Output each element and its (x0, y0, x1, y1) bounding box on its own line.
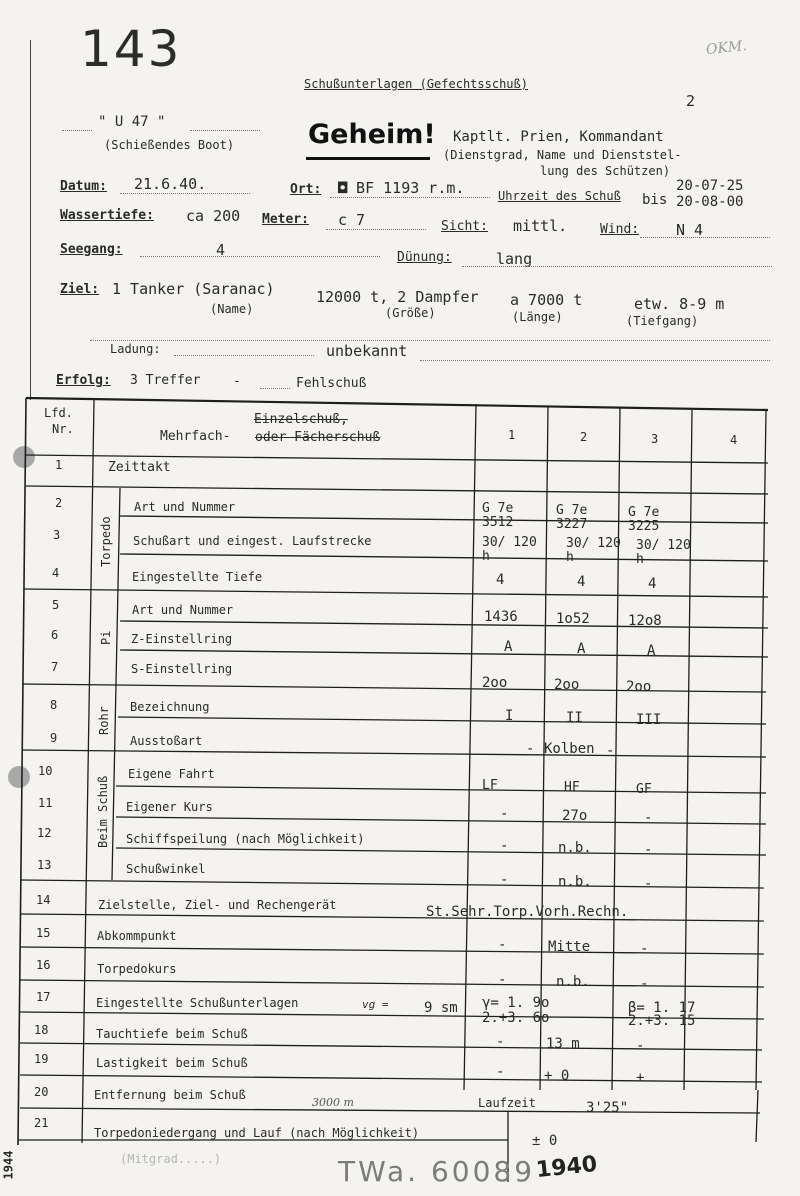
duenung-value: lang (496, 250, 533, 268)
ziel-tiefgang-caption: (Tiefgang) (626, 314, 699, 328)
row-label: Schiffspeilung (nach Möglichkeit) (126, 832, 365, 846)
row-label: Schußart und eingest. Laufstrecke (133, 534, 372, 548)
erfolg-dash: - (233, 374, 241, 389)
ziel-value: 1 Tanker (Saranac) (112, 280, 275, 298)
group-torpedo: Torpedo (99, 516, 113, 567)
row-nr: 18 (34, 1023, 49, 1037)
cell-1: - (500, 806, 509, 822)
row-label: Lastigkeit beim Schuß (96, 1056, 248, 1070)
cell-3: 4 (648, 576, 657, 592)
cell-1: 30/ 120 h (482, 535, 537, 564)
wind-value: N 4 (676, 221, 704, 239)
commander-caption-2: lung des Schützen) (540, 164, 671, 178)
cell-1: LF (482, 778, 498, 793)
archive-stamp: TWa. 60089 (338, 1155, 536, 1188)
cell-1: ± 0 (532, 1133, 558, 1149)
col-3: 3 (651, 432, 659, 446)
cell-2: 1o52 (556, 611, 590, 627)
ziel-groesse: 12000 t, 2 Dampfer (316, 288, 479, 306)
row-label: Z-Einstellring (131, 632, 233, 646)
row-nr: 12 (37, 826, 52, 840)
cell-1: - (496, 1034, 505, 1050)
cell-2: HF (564, 780, 580, 795)
cell-2: n.b. (556, 974, 590, 990)
cell-1: 4 (496, 572, 505, 588)
cell-3: - (644, 810, 653, 826)
cell-3: - (606, 743, 615, 759)
row-label: Zeittakt (108, 460, 171, 475)
cell-2: 13 m (546, 1036, 580, 1052)
erfolg-label: Erfolg: (56, 373, 111, 388)
cell-2: Mitte (548, 939, 591, 955)
sicht-value: mittl. (513, 217, 568, 235)
wassertiefe-label: Wassertiefe: (60, 208, 154, 223)
boat-caption: (Schießendes Boot) (104, 138, 235, 152)
row-label: Eingestellte Schußunterlagen (96, 996, 299, 1010)
cell-1: - (498, 972, 507, 988)
cell-1: - (500, 872, 509, 888)
commander: Kaptlt. Prien, Kommandant (453, 129, 664, 145)
cell-2: G 7e 3227 (556, 503, 588, 532)
row-nr: 4 (52, 566, 60, 580)
duenung-label: Dünung: (397, 250, 452, 265)
cell-3: III (636, 712, 662, 728)
col-mehrfach: Mehrfach- (160, 429, 231, 444)
row-nr: 13 (37, 858, 52, 872)
group-pi: Pi (99, 630, 113, 645)
cell-1: - (500, 838, 509, 854)
datum-label: Datum: (60, 179, 107, 194)
erfolg-fehlschuss: Fehlschuß (296, 376, 367, 391)
col-facher: oder Fächerschuß (255, 430, 381, 445)
uhrzeit-value-1: 20-07-25 (676, 178, 744, 194)
ziel-name-caption: (Name) (210, 302, 254, 316)
ladung-label: Ladung: (110, 342, 161, 356)
row-label: Eingestellte Tiefe (132, 570, 263, 584)
group-rohr: Rohr (97, 706, 111, 735)
row-label: S-Einstellring (131, 662, 233, 676)
uhrzeit-value-2: 20-08-00 (676, 194, 744, 210)
cell-2: 30/ 120 h (566, 536, 621, 565)
ziel-groesse-caption: (Größe) (385, 306, 436, 320)
row-nr: 20 (34, 1085, 49, 1099)
cell-1: I (505, 708, 514, 724)
vg-symbol: vg = (362, 998, 389, 1011)
commander-caption-1: (Dienstgrad, Name und Dienststel- (443, 148, 682, 162)
ziel-laenge: a 7000 t (510, 291, 583, 309)
cell-2: Kolben (544, 741, 595, 757)
wassertiefe-value: ca 200 (186, 207, 241, 225)
row-nr: 8 (50, 698, 58, 712)
cell-3: 3'25" (586, 1100, 629, 1116)
row-nr: 6 (51, 628, 59, 642)
cell-2: 2oo (554, 677, 580, 693)
col-4: 4 (730, 433, 738, 447)
cell-2: Laufzeit (478, 1096, 536, 1110)
cell-1: 1436 (484, 609, 518, 625)
cell-1: St.Sehr.Torp.Vorh.Rechn. (426, 904, 629, 920)
cell-2: n.b. (558, 840, 592, 856)
cell-3: GF (636, 782, 652, 797)
year-stamp: 1940 (534, 1151, 599, 1184)
ort-label: Ort: (290, 182, 322, 197)
cell-1: 2oo (482, 675, 508, 691)
seegang-label: Seegang: (60, 242, 123, 257)
col-2: 2 (580, 430, 588, 444)
cell-2: + 0 (544, 1068, 570, 1084)
cell-3: 2oo (626, 679, 652, 695)
sicht-label: Sicht: (441, 219, 488, 234)
row-nr: 1 (55, 458, 63, 472)
meter-value: c 7 (338, 211, 366, 229)
ziel-label: Ziel: (60, 282, 100, 297)
cell-2: A (577, 641, 586, 657)
row-nr: 19 (34, 1052, 49, 1066)
faint-note: (Mitgrad.....) (120, 1152, 222, 1166)
meter-label: Meter: (262, 212, 309, 227)
cell-1: 3000 m (312, 1096, 354, 1109)
seegang-value: 4 (216, 241, 226, 259)
ziel-laenge-caption: (Länge) (512, 310, 563, 324)
row-label: Ausstoßart (130, 734, 203, 748)
row-label: Bezeichnung (130, 700, 210, 714)
cell-1: 9 sm (424, 1000, 458, 1016)
cell-1: - (498, 937, 507, 953)
classification-stamp: Geheim! (308, 119, 436, 150)
cell-2: γ= 1. 9o 2.+3. 6o (482, 995, 550, 1026)
row-label: Torpedokurs (97, 962, 177, 976)
row-nr: 17 (36, 990, 51, 1004)
col-einzelschuss: Einzelschuß, (254, 412, 348, 427)
ziel-tiefgang: etw. 8-9 m (634, 295, 725, 313)
row-nr: 3 (53, 528, 61, 542)
cell-3: - (644, 876, 653, 892)
row-nr: 21 (34, 1116, 49, 1130)
row-nr: 9 (50, 731, 58, 745)
row-label: Abkommpunkt (97, 929, 177, 943)
document-number: 143 (80, 20, 182, 78)
row-label: Tauchtiefe beim Schuß (96, 1027, 248, 1041)
cell-3: - (644, 842, 653, 858)
cell-3: - (636, 1038, 645, 1054)
row-nr: 7 (51, 660, 59, 674)
row-label: Torpedoniedergang und Lauf (nach Möglichkeit) (94, 1126, 420, 1140)
ort-value: ◘ BF 1193 r.m. (338, 179, 465, 197)
cell-3: 30/ 120 h (636, 538, 691, 567)
row-label: Eigene Fahrt (128, 767, 215, 781)
row-nr: 5 (52, 598, 60, 612)
datum-value: 21.6.40. (134, 175, 207, 193)
row-nr: 14 (36, 893, 51, 907)
cell-3: G 7e 3225 (628, 505, 660, 534)
cell-3: - (640, 976, 649, 992)
row-label: Entfernung beim Schuß (94, 1088, 246, 1102)
cell-3: + (636, 1070, 645, 1086)
row-nr: 16 (36, 958, 51, 972)
row-label: Art und Nummer (134, 500, 236, 514)
page-number: 2 (686, 92, 696, 110)
row-label: Zielstelle, Ziel- und Rechengerät (98, 898, 337, 912)
cell-2: 27o (562, 808, 588, 824)
cell-1: - (496, 1064, 505, 1080)
uhrzeit-bis: bis (642, 192, 668, 208)
row-label: Schußwinkel (126, 862, 206, 876)
form-title: Schußunterlagen (Gefechtsschuß) (304, 77, 528, 91)
cell-2: 4 (577, 574, 586, 590)
cell-1: - (526, 741, 535, 757)
col-lfd: Lfd. (44, 406, 73, 420)
group-beim-schuss: Beim Schuß (96, 775, 110, 848)
erfolg-treffer: 3 Treffer (130, 373, 201, 388)
row-nr: 2 (55, 496, 63, 510)
cell-2: n.b. (558, 874, 592, 890)
cell-3: - (640, 941, 649, 957)
uhrzeit-label: Uhrzeit des Schuß (498, 189, 621, 203)
row-nr: 10 (38, 764, 53, 778)
ladung-value: unbekannt (326, 342, 408, 360)
cell-2: II (566, 710, 583, 726)
col-nr: Nr. (52, 422, 74, 436)
cell-1: A (504, 639, 513, 655)
cell-1: G 7e 3512 (482, 501, 514, 530)
row-nr: 15 (36, 926, 51, 940)
corner-mark: OKM. (705, 37, 748, 59)
cell-3: 12o8 (628, 613, 662, 629)
row-nr: 11 (38, 796, 53, 810)
wind-label: Wind: (600, 222, 640, 237)
col-1: 1 (508, 428, 516, 442)
cell-3: β= 1. 17 2.+3. 15 (628, 1000, 696, 1029)
boat-name: " U 47 " (98, 114, 166, 130)
edge-mark: 1944 (1, 1150, 16, 1180)
cell-3: A (647, 643, 656, 659)
row-label: Art und Nummer (132, 603, 234, 617)
row-label: Eigener Kurs (126, 800, 213, 814)
